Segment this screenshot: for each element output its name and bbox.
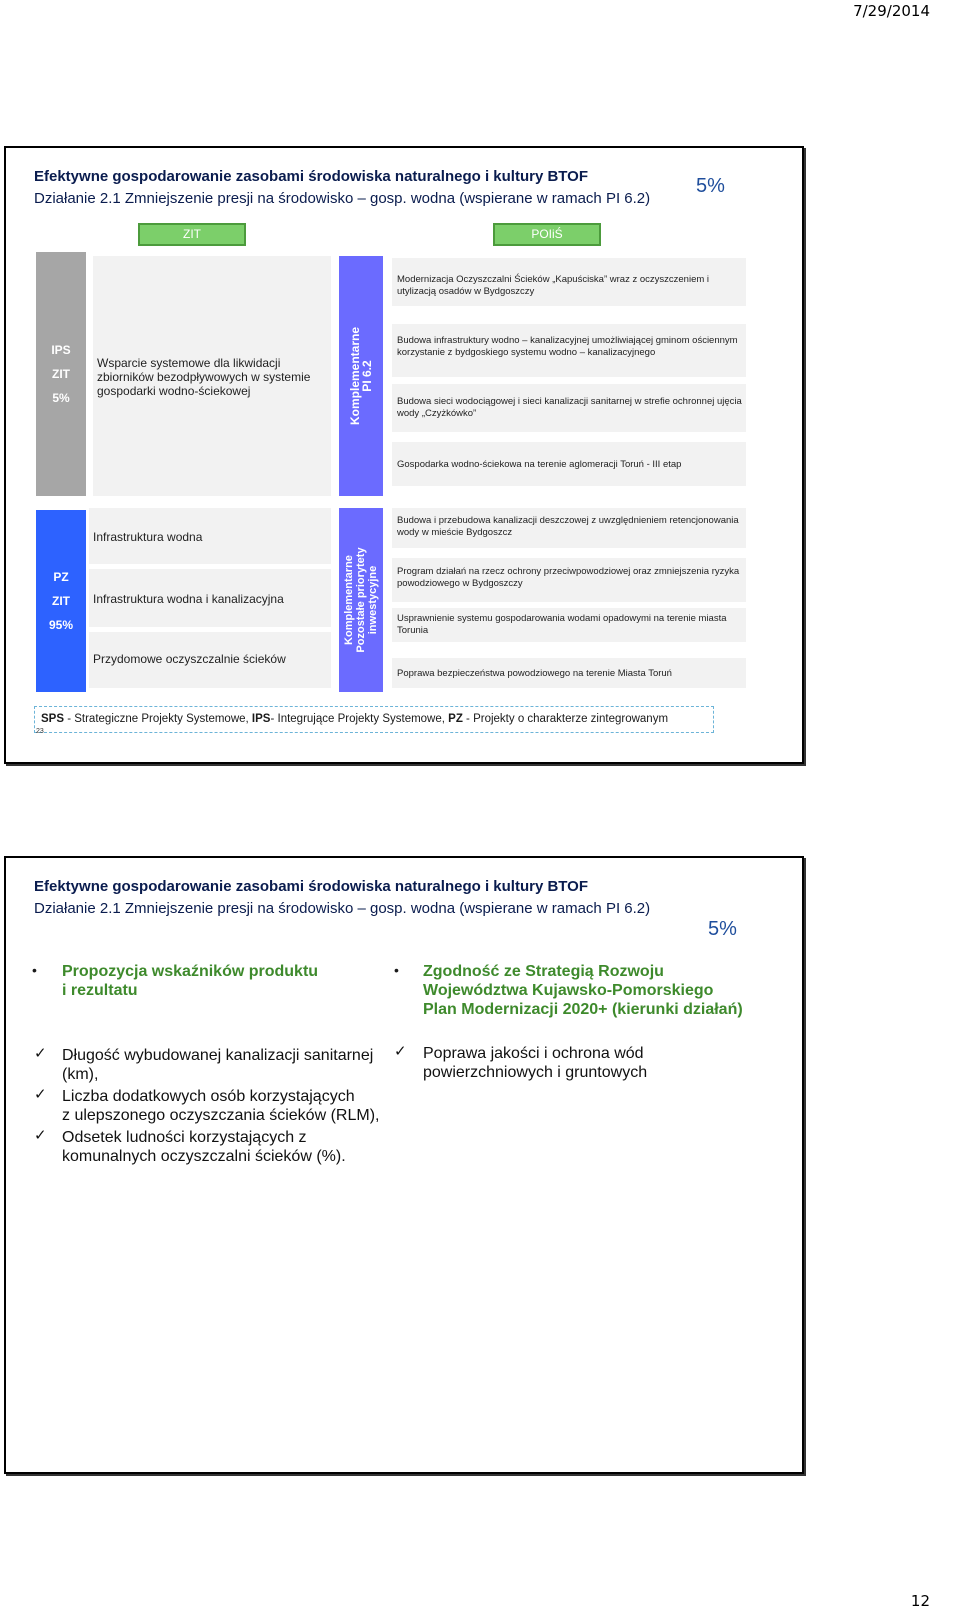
komplementarne-other-label — [343, 520, 379, 680]
slide-number: 23 — [36, 728, 44, 735]
project-text: Budowa sieci wodociągowej i sieci kanalizacji sanitarnej w strefie ochronnej ujęcia wody „Czyżkówko” — [397, 396, 742, 419]
pz-item: Infrastruktura wodna — [93, 530, 203, 544]
indicator-line: Odsetek ludności korzystających z — [62, 1129, 307, 1146]
pz-label: PZ — [53, 570, 69, 584]
project-text: Budowa infrastruktury wodno – kanalizacyjnej umożliwiającej gminom ościennym korzystanie z bydgoskiego systemu wodno – kanalizacyjnego — [397, 335, 738, 358]
project-box-8 — [392, 658, 746, 688]
poiis-tag: POIiŚ — [493, 223, 601, 246]
check-icon: ✓ — [394, 1043, 407, 1060]
project-box-2 — [392, 324, 746, 377]
indicator-line: Długość wybudowanej kanalizacji sanitarnej — [62, 1047, 374, 1064]
percent-label: 5% — [696, 175, 725, 197]
indicator-item — [62, 1128, 346, 1166]
project-box-5 — [392, 508, 746, 548]
ips-zit-label: ZIT — [52, 367, 70, 381]
indicators-heading — [62, 962, 318, 1000]
zit-tag: ZIT — [138, 223, 246, 246]
project-box-6 — [392, 558, 746, 602]
project-text: Usprawnienie systemu gospodarowania wodami opadowymi na terenie miasta Torunia — [397, 613, 727, 636]
bullet-icon: • — [32, 962, 37, 978]
bullet-icon: • — [394, 962, 399, 978]
strategy-heading-line1: Zgodność ze Strategią Rozwoju — [423, 963, 664, 980]
legend-sps: SPS — [41, 713, 65, 725]
indicator-line: z ulepszonego oczyszczania ścieków (RLM), — [62, 1107, 380, 1124]
pz-percent: 95% — [48, 618, 74, 632]
ips-percent: 5% — [52, 391, 70, 405]
legend-sps-text: - Strategiczne Projekty Systemowe, — [64, 713, 252, 725]
strategy-item — [423, 1044, 647, 1082]
check-icon: ✓ — [34, 1127, 47, 1144]
project-box-3 — [392, 384, 746, 432]
ips-description: Wsparcie systemowe dla likwidacji zbiorników bezodpływowych w systemie gospodarki wodno-ściekowej — [97, 356, 311, 398]
ips-label: IPS — [51, 343, 71, 357]
project-box-1 — [392, 258, 746, 306]
slide-1 — [4, 146, 804, 764]
indicator-line: (km), — [62, 1066, 99, 1083]
project-text: Modernizacja Oczyszczalni Ścieków „Kapuściska” wraz z oczyszczeniem i utylizacją osadów w Bydgoszczy — [397, 274, 710, 297]
slide-subtitle: Działanie 2.1 Zmniejszenie presji na środowisko – gosp. wodna (wspierane w ramach PI 6.2) — [34, 900, 651, 917]
indicator-item — [62, 1087, 379, 1125]
legend-ips: IPS — [251, 713, 271, 725]
komplementarne-other-bar — [339, 508, 383, 692]
komplementarne-pi62-bar — [339, 256, 383, 496]
project-text: Gospodarka wodno-ściekowa na terenie aglomeracji Toruń - III etap — [397, 459, 682, 470]
pz-zit-label: ZIT — [52, 594, 70, 608]
pz-item-box-1 — [89, 508, 331, 564]
slide-2 — [4, 856, 804, 1474]
strategy-line: Poprawa jakości i ochrona wód — [423, 1045, 644, 1062]
slide-subtitle: Działanie 2.1 Zmniejszenie presji na środowisko – gosp. wodna (wspierane w ramach PI 6.2) — [34, 190, 651, 207]
indicators-heading-line2: i rezultatu — [62, 982, 138, 999]
pz-item: Przydomowe oczyszczalnie ścieków — [93, 652, 286, 666]
check-icon: ✓ — [34, 1086, 47, 1103]
legend-ips-text: - Integrujące Projekty Systemowe, — [270, 713, 449, 725]
pz-item-box-3 — [89, 632, 331, 688]
project-text: Program działań na rzecz ochrony przeciwpowodziowej oraz zmniejszenia ryzyka powodziowego w Bydgoszczy — [397, 566, 740, 589]
project-text: Budowa i przebudowa kanalizacji deszczowej z uwzględnieniem retencjonowania wody w mieście Bydgoszcz — [397, 515, 739, 538]
ips-description-box — [93, 256, 331, 496]
strategy-line: powierzchniowych i gruntowych — [423, 1064, 648, 1081]
legend-pz-text: - Projekty o charakterze zintegrowanym — [462, 713, 669, 725]
project-box-7 — [392, 608, 746, 642]
strategy-heading-line3: Plan Modernizacji 2020+ (kierunki działań) — [423, 1001, 743, 1018]
indicator-item — [62, 1046, 373, 1084]
slide-title: Efektywne gospodarowanie zasobami środowiska naturalnego i kultury BTOF — [34, 168, 589, 185]
legend — [34, 706, 714, 733]
project-box-4 — [392, 442, 746, 486]
indicator-line: Liczba dodatkowych osób korzystających — [62, 1088, 355, 1105]
pz-bar — [36, 510, 86, 692]
ips-bar — [36, 252, 86, 496]
komp2-line2: Pozostałe priorytety — [355, 547, 367, 653]
project-text: Poprawa bezpieczeństwa powodziowego na terenie Miasta Toruń — [397, 668, 672, 679]
strategy-heading — [423, 962, 743, 1019]
slide-title: Efektywne gospodarowanie zasobami środowiska naturalnego i kultury BTOF — [34, 878, 589, 895]
percent-label: 5% — [708, 918, 737, 940]
check-icon: ✓ — [34, 1045, 47, 1062]
indicators-heading-line1: Propozycja wskaźników produktu — [62, 963, 319, 980]
page-number: 12 — [910, 1592, 930, 1610]
pz-item: Infrastruktura wodna i kanalizacyjna — [93, 592, 284, 606]
legend-pz: PZ — [448, 713, 463, 725]
print-date: 7/29/2014 — [853, 2, 930, 20]
komp2-line1: Komplementarne — [343, 555, 355, 645]
strategy-heading-line2: Województwa Kujawsko-Pomorskiego — [423, 982, 714, 999]
komplementarne-pi62-label — [349, 306, 373, 446]
pz-item-box-2 — [89, 569, 331, 627]
komp2-line3: inwestycyjne — [367, 565, 379, 635]
komp1-line1: Komplementarne — [348, 326, 362, 426]
indicator-line: komunalnych oczyszczalni ścieków (%). — [62, 1148, 346, 1165]
komp1-line2: PI 6.2 — [360, 360, 374, 392]
